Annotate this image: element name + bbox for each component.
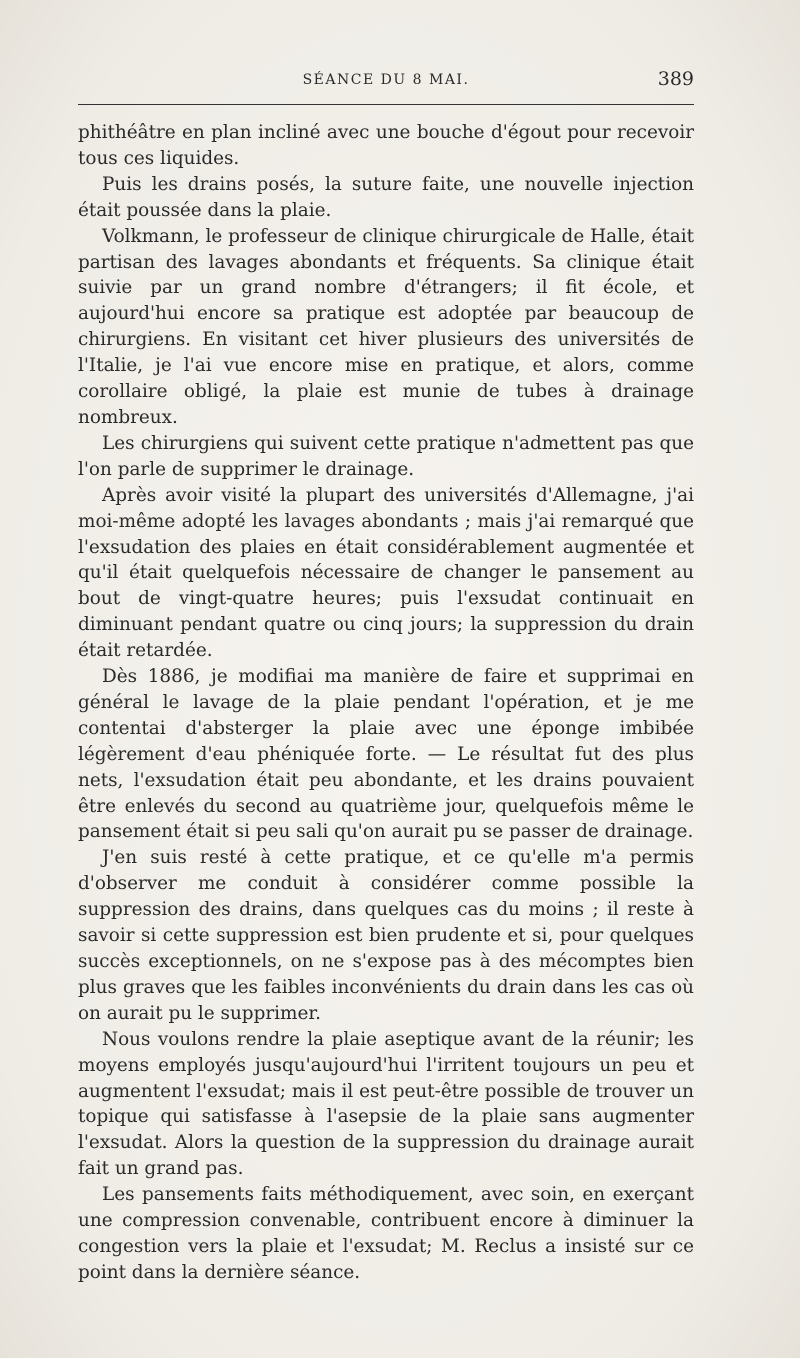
paragraph: Les chirurgiens qui suivent cette pratique n'admettent pas que l'on parle de supprimer le drainage. bbox=[78, 432, 694, 480]
page-number: 389 bbox=[657, 68, 694, 90]
header-rule bbox=[78, 104, 694, 105]
paragraph-continued: phithéâtre en plan incliné avec une bouche d'égout pour recevoir tous ces liquides. bbox=[78, 122, 694, 169]
paragraph: Volkmann, le professeur de clinique chirurgicale de Halle, était partisan des lavages abondants et fréquents. Sa clinique était suivie par un grand nombre d'étrangers; il fit école, et aujourd'hui encore sa pratique est adoptée par beaucoup de chirurgiens. En visitant cet hiver plusieurs des universités de l'Italie, je l'ai vue encore mise en pratique, et alors, comme corollaire obligé, la plaie est munie de tubes à drainage nombreux. bbox=[78, 225, 694, 428]
body-text bbox=[78, 120, 694, 1286]
page-header bbox=[78, 66, 694, 96]
paragraph: J'en suis resté à cette pratique, et ce qu'elle m'a permis d'observer me conduit à considérer comme possible la suppression des drains, dans quelques cas du moins ; il reste à savoir si cette suppression est bien prudente et si, pour quelques succès exceptionnels, on ne s'expose pas à des mécomptes bien plus graves que les faibles inconvénients du drain dans les cas où on aurait pu le supprimer. bbox=[78, 847, 694, 1024]
paragraph: Après avoir visité la plupart des universités d'Allemagne, j'ai moi-même adopté les lavages abondants ; mais j'ai remarqué que l'exsudation des plaies en était considérablement augmentée et qu'il était quelquefois nécessaire de changer le pansement au bout de vingt-quatre heures; puis l'exsudat continuait en diminuant pendant quatre ou cinq jours; la suppression du drain était retardée. bbox=[78, 484, 694, 662]
paragraph: Puis les drains posés, la suture faite, une nouvelle injection était poussée dans la plaie. bbox=[78, 173, 694, 221]
paragraph: Dès 1886, je modifiai ma manière de faire et supprimai en général le lavage de la plaie pendant l'opération, et je me contentai d'absterger la plaie avec une éponge imbibée légèrement d'eau phéniquée forte. — Le résultat fut des plus nets, l'exsudation était peu abondante, et les drains pouvaient être enlevés du second au quatrième jour, quelquefois même le pansement était si peu sali qu'on aurait pu se passer de drainage. bbox=[78, 666, 694, 843]
paragraph: Les pansements faits méthodiquement, avec soin, en exerçant une compression convenable, contribuent encore à diminuer la congestion vers la plaie et l'exsudat; M. Reclus a insisté sur ce point dans la dernière séance. bbox=[78, 1184, 694, 1283]
paragraph: Nous voulons rendre la plaie aseptique avant de la réunir; les moyens employés jusqu'aujourd'hui l'irritent toujours un peu et augmentent l'exsudat; mais il est peut-être possible de trouver un topique qui satisfasse à l'asepsie de la plaie sans augmenter l'exsudat. Alors la question de la suppression du drainage aurait fait un grand pas. bbox=[78, 1028, 694, 1180]
running-title: SÉANCE DU 8 MAI. bbox=[302, 72, 470, 88]
